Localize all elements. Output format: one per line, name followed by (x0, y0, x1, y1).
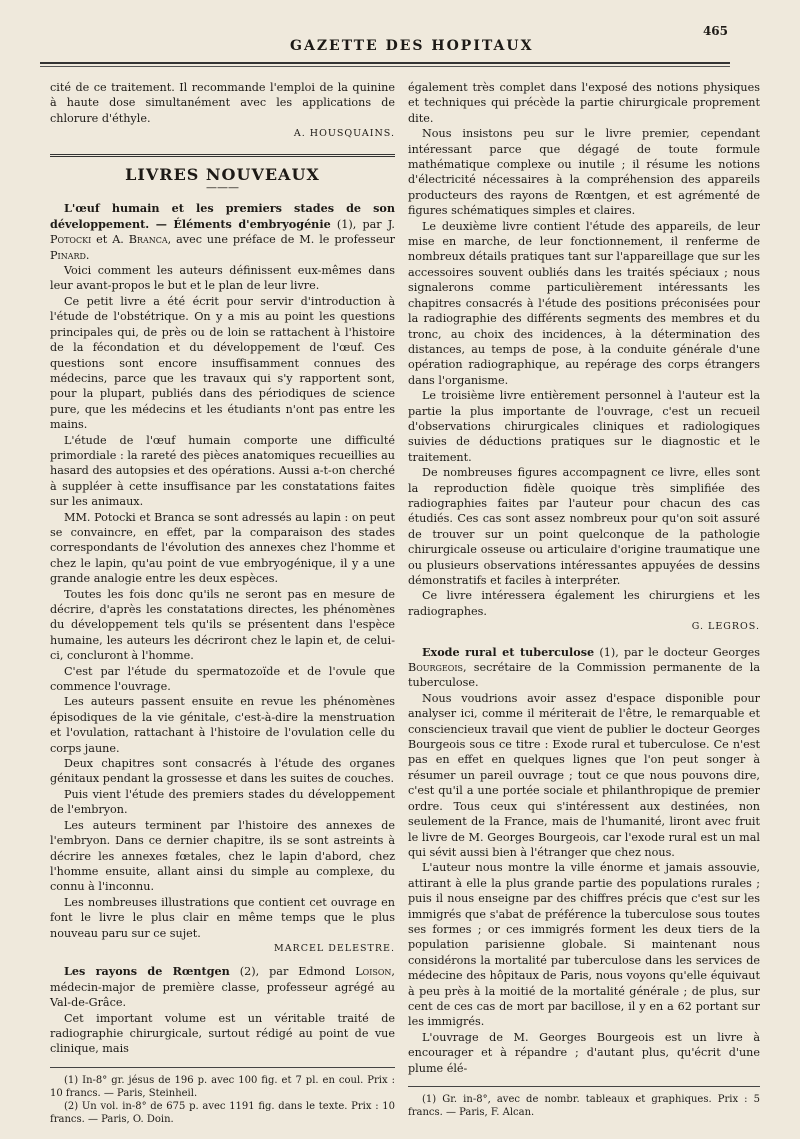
review-rest: , avec une préface de M. le professeur (167, 233, 396, 247)
review-by: , par Edmond (255, 965, 356, 979)
footnote: (1) Gr. in-8°, avec de nombr. tableaux et graphiques. Prix : 5 francs. — Paris, F. Alcan. (408, 1094, 760, 1118)
header-rule-thin (40, 66, 730, 67)
page-header (40, 20, 760, 70)
author-name: Bourgeois (408, 661, 463, 675)
author-name: Loison (355, 965, 392, 979)
review-by: , par le docteur Georges (615, 645, 761, 659)
paragraph: L'étude de l'œuf humain comporte une difficulté primordiale : la rareté des pièces anatomiques recueillies au hasard des autopsies et des opérations. Aussi a-t-on cherché à suppléer à cette insuffisance par les constatations faites sur les animaux. (50, 433, 395, 509)
left-column (50, 80, 395, 1126)
paragraph: Voici comment les auteurs définissent eux-mêmes dans leur avant-propos le but et le plan de leur livre. (50, 264, 395, 293)
paragraph: De nombreuses figures accompagnent ce livre, elles sont la reproduction fidèle quoique très simplifiée des radiographies faites par l'auteur pour chacun des cas étudiés. Ces cas sont assez nombreux pour qu'on soit assuré de trouver sur un point quelconque de la pathologie chirurgicale osseuse ou articulaire d'origine traumatique une ou plusieurs observations intéressantes appuyées de dessins démonstratifs et faciles à interpréter. (408, 466, 760, 587)
review-rest: , médecin-major de première classe, professeur agrégé au Val-de-Grâce. (50, 965, 395, 1010)
header-rule (40, 62, 730, 64)
author-name: Branca (128, 233, 168, 247)
paragraph: MM. Potocki et Branca se sont adressés au lapin : on peut se convaincre, en effet, par la comparaison des stades correspondants de l'évolution des annexes chez l'homme et chez le lapin, qu'au point de vue embryogénique, il y a une grande analogie entre les deux espèces. (50, 510, 395, 586)
paragraph: L'auteur nous montre la ville énorme et jamais assouvie, attirant à elle la plus grande partie des populations rurales ; puis il nous enseigne par des chiffres précis que c'est sur les immigrés que s'abat de préférence la tuberculose sous toutes ses formes ; or ces immigrés forment les deux tiers de la population parisienne globale. Si maintenant nous considérons la mortalité par tuberculose dans les services de médecine des hôpitaux de Paris, nous voyons qu'elle équivaut à peu près à la moitié de la mortalité générale ; de plus, sur cent de ces cas de mort par bacillose, il y en a 62 portant sur les immigrés. (408, 861, 760, 1029)
review-heading-exode (408, 645, 760, 691)
paragraph: Cet important volume est un véritable traité de radiographie chirurgicale, surtout rédigé au point de vue clinique, mais (50, 1011, 395, 1056)
paragraph: Le deuxième livre contient l'étude des appareils, de leur mise en marche, de leur fonctionnement, il renferme de nombreux détails pratiques tant sur l'appareillage que sur les accessoires souvent oubliés dans les traités spéciaux ; nous signalerons comme particulièrement intéressants les chapitres consacrés à l'étude des positions préconisées pour la radiographie des différents segments des membres et du tronc, au choix des incidences, à la détermination des distances, au temps de pose, à la conduite générale d'une opération radiographique, au repérage des corps étrangers dans l'organisme. (408, 219, 760, 387)
review-title: Les rayons de Rœntgen (64, 964, 230, 979)
paragraph: également très complet dans l'exposé des notions physiques et techniques qui précède la partie chirurgicale proprement dite. (408, 81, 760, 125)
review-rest: , secrétaire de la Commission permanente de la tuberculose. (408, 661, 760, 690)
paragraph: Les auteurs terminent par l'histoire des annexes de l'embryon. Dans ce dernier chapitre, ils se sont astreints à décrire les annexes fœtales, chez le lapin d'abord, chez l'homme ensuite, allant ainsi du simple au complexe, du connu à l'inconnu. (50, 818, 395, 894)
paragraph: Puis vient l'étude des premiers stades du développement de l'embryon. (50, 787, 395, 817)
review-title: L'œuf humain et les premiers stades de son développement. — Éléments d'embryogénie (50, 201, 395, 231)
paragraph: Ce petit livre a été écrit pour servir d'introduction à l'étude de l'obstétrique. On y a mis au point les questions principales qui, de près ou de loin se rattachent à l'histoire de la fécondation et du développement de l'œuf. Ces questions sont encore insuffisamment connues des médecins, parce que les travaux qui s'y rapportent sont, pour la plupart, publiés dans des périodiques de science pure, que les médecins et les étudiants n'ont pas entre les mains. (50, 294, 395, 432)
paragraph: Le troisième livre entièrement personnel à l'auteur est la partie la plus importante de l'ouvrage, c'est un recueil d'observations chirurgicales cliniques et radiologiques suivies de déductions pratiques sur le diagnostic et le traitement. (408, 389, 760, 464)
footnote: (2) Un vol. in-8° de 675 p. avec 1191 fig. dans le texte. Prix : 10 francs. — Paris, O. Doin. (50, 1100, 395, 1125)
paragraph: Toutes les fois donc qu'ils ne seront pas en mesure de décrire, d'après les constatations directes, les phénomènes du développement tels qu'ils se présentent dans l'espèce humaine, les auteurs les décriront chez le lapin et, de celui-ci, concluront à l'homme. (50, 587, 395, 663)
review-signature: MARCEL DELESTRE. (273, 942, 395, 954)
footnote-rule (408, 1086, 760, 1087)
note-mark: (2) (239, 965, 256, 979)
journal-title: GAZETTE DES HOPITAUX (290, 38, 534, 54)
review-title: Exode rural et tuberculose (422, 644, 595, 659)
section-ornament: ——— (206, 181, 239, 195)
review-and: et A. (91, 233, 129, 247)
paragraph: L'ouvrage de M. Georges Bourgeois est un livre à encourager et à répandre ; d'autant plus, qu'écrit d'une plume élé- (408, 1030, 760, 1075)
review-by: , par J. (352, 217, 395, 231)
review-signature: G. LEGROS. (691, 621, 760, 633)
right-column (408, 80, 760, 1119)
intro-paragraph: cité de ce traitement. Il recommande l'emploi de la quinine à haute dose simultanément avec les applications de chlorure d'éthyle. (50, 81, 395, 125)
paragraph: C'est par l'étude du spermatozoïde et de l'ovule que commence l'ouvrage. (50, 664, 395, 694)
preface-author: Pinard (50, 248, 86, 262)
paragraph: Nous insistons peu sur le livre premier, cependant intéressant parce que dégagé de toute formule mathématique complexe ou inutile ; il résume les notions d'électricité nécessaires à la compréhension des appareils producteurs des rayons de Rœntgen, et est agrémenté de figures schématiques simples et claires. (408, 127, 760, 218)
paragraph: Nous voudrions avoir assez d'espace disponible pour analyser ici, comme il mériterait de l'être, le remarquable et consciencieux travail que vient de publier le docteur Georges Bourgeois sous ce titre : Exode rural et tuberculose. Ce n'est pas en effet en quelques lignes que l'on peut songer à résumer un pareil ouvrage ; tout ce que nous pouvons dire, c'est qu'il a une portée sociale et philanthropique de premier ordre. Tous ceux qui s'intéressent aux destinées, non seulement de la France, mais de l'humanité, liront avec fruit le livre de M. Georges Bourgeois, car l'exode rural est un mal qui sévit aussi bien à l'étranger que chez nous. (408, 691, 760, 859)
paragraph: Deux chapitres sont consacrés à l'étude des organes génitaux pendant la grossesse et dans les suites de couches. (50, 757, 395, 786)
footnote-rule (50, 1067, 395, 1068)
author-name: Potocki (50, 233, 92, 247)
review-heading-oeuf (50, 201, 395, 263)
note-mark: (1) (599, 645, 616, 659)
intro-signature: A. HOUSQUAINS. (293, 128, 395, 140)
paragraph: Les auteurs passent ensuite en revue les phénomènes épisodiques de la vie génitale, c'est-à-dire la menstruation et l'ovulation, rattachant à l'histoire de l'ovulation celle du corps jaune. (50, 695, 395, 755)
footnote: (1) In-8° gr. jésus de 196 p. avec 100 fig. et 7 pl. en coul. Prix : 10 francs. — Paris, Steinheil. (50, 1074, 395, 1099)
paragraph: Les nombreuses illustrations que contient cet ouvrage en font le livre le plus clair en même temps que le plus nouveau paru sur ce sujet. (50, 895, 395, 940)
note-mark: (1) (336, 217, 353, 231)
review-end: . (85, 248, 90, 262)
section-divider (50, 154, 395, 157)
page-number: 465 (702, 24, 728, 38)
paragraph: Ce livre intéressera également les chirurgiens et les radiographes. (408, 589, 760, 618)
review-heading-roentgen (50, 964, 395, 1010)
section-title: LIVRES NOUVEAUX (125, 164, 320, 184)
